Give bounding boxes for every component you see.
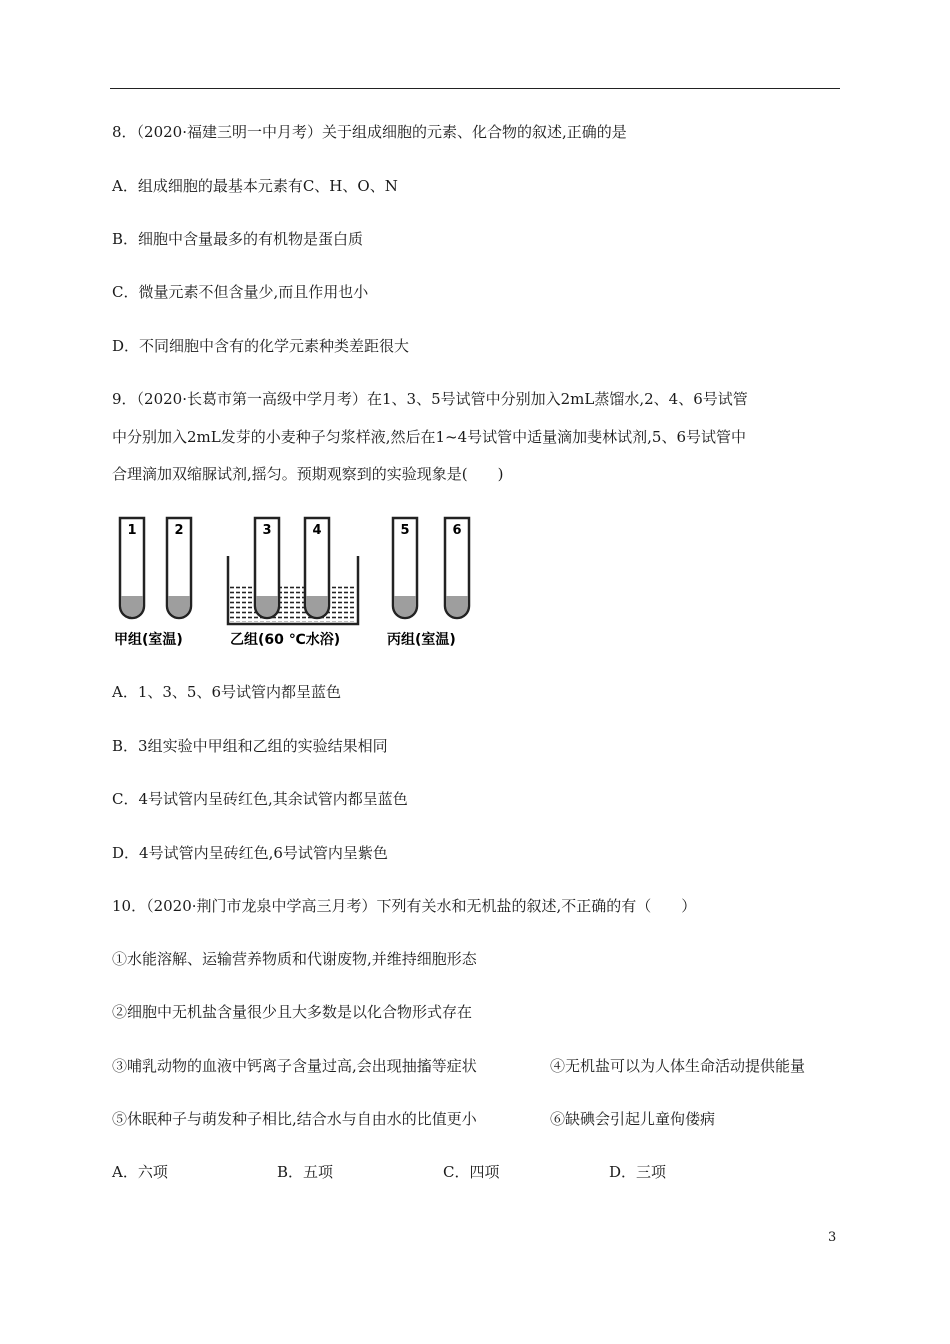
tube-1-number: 1: [127, 523, 137, 538]
question-8-stem: 8．（2020·福建三明一中月考）关于组成细胞的元素、化合物的叙述,正确的是: [112, 123, 627, 141]
question-8-option-c: C．微量元素不但含量少,而且作用也小: [112, 283, 369, 301]
question-10-option-c: C．四项: [443, 1163, 500, 1181]
page-number: 3: [828, 1230, 837, 1245]
water-bath: [228, 556, 358, 624]
tube-4-number: 4: [312, 523, 322, 538]
question-8-option-d: D．不同细胞中含有的化学元素种类差距很大: [112, 337, 410, 355]
question-10-statement-2: ②细胞中无机盐含量很少且大多数是以化合物形式存在: [112, 1003, 473, 1021]
question-8-option-b: B．细胞中含量最多的有机物是蛋白质: [112, 230, 364, 248]
question-10-statement-5: ⑤休眠种子与萌发种子相比,结合水与自由水的比值更小: [112, 1110, 477, 1128]
tube-3: [255, 518, 279, 618]
tube-6: [445, 518, 469, 618]
tube-2: [167, 518, 191, 618]
group-label-jia: 甲组(室温): [114, 632, 183, 648]
question-10-options: [112, 1162, 712, 1182]
question-9-option-d: D．4号试管内呈砖红色,6号试管内呈紫色: [112, 844, 388, 862]
question-10-option-d: D．三项: [609, 1163, 667, 1181]
question-9-stem-line-2: 中分别加入2mL发芽的小麦种子匀浆样液,然后在1~4号试管中适量滴加斐林试剂,5、6号试管中: [112, 428, 747, 446]
question-10-statement-3: ③哺乳动物的血液中钙离子含量过高,会出现抽搐等症状: [112, 1057, 477, 1075]
question-10-statement-6: ⑥缺碘会引起儿童佝偻病: [550, 1110, 716, 1128]
tube-1: [120, 518, 144, 618]
test-tube-figure: [110, 510, 490, 652]
tube-5: [393, 518, 417, 618]
question-9-option-b: B．3组实验中甲组和乙组的实验结果相同: [112, 737, 388, 755]
question-10-statement-1: ①水能溶解、运输营养物质和代谢废物,并维持细胞形态: [112, 950, 477, 968]
question-8-option-a: A．组成细胞的最基本元素有C、H、O、N: [112, 177, 398, 195]
question-10-option-b: B．五项: [277, 1163, 334, 1181]
tube-4: [305, 518, 329, 618]
group-label-bing: 丙组(室温): [387, 632, 456, 648]
question-10-stem: 10．（2020·荆门市龙泉中学高三月考）下列有关水和无机盐的叙述,不正确的有（ ）: [112, 897, 697, 915]
group-label-yi: 乙组(60 ℃水浴): [230, 632, 341, 648]
tube-2-number: 2: [174, 523, 184, 538]
question-10-option-a: A．六项: [112, 1163, 168, 1181]
tube-3-number: 3: [262, 523, 272, 538]
question-9-option-a: A．1、3、5、6号试管内都呈蓝色: [112, 683, 342, 701]
header-rule: [110, 88, 840, 89]
question-10-statement-4: ④无机盐可以为人体生命活动提供能量: [550, 1057, 806, 1075]
tube-6-number: 6: [452, 523, 462, 538]
question-9-stem-line-1: 9．（2020·长葛市第一高级中学月考）在1、3、5号试管中分别加入2mL蒸馏水,2、4、6号试管: [112, 390, 748, 408]
question-9-option-c: C．4号试管内呈砖红色,其余试管内都呈蓝色: [112, 790, 408, 808]
question-9-stem-line-3: 合理滴加双缩脲试剂,摇匀。预期观察到的实验现象是( ): [112, 465, 504, 483]
tube-5-number: 5: [400, 523, 410, 538]
